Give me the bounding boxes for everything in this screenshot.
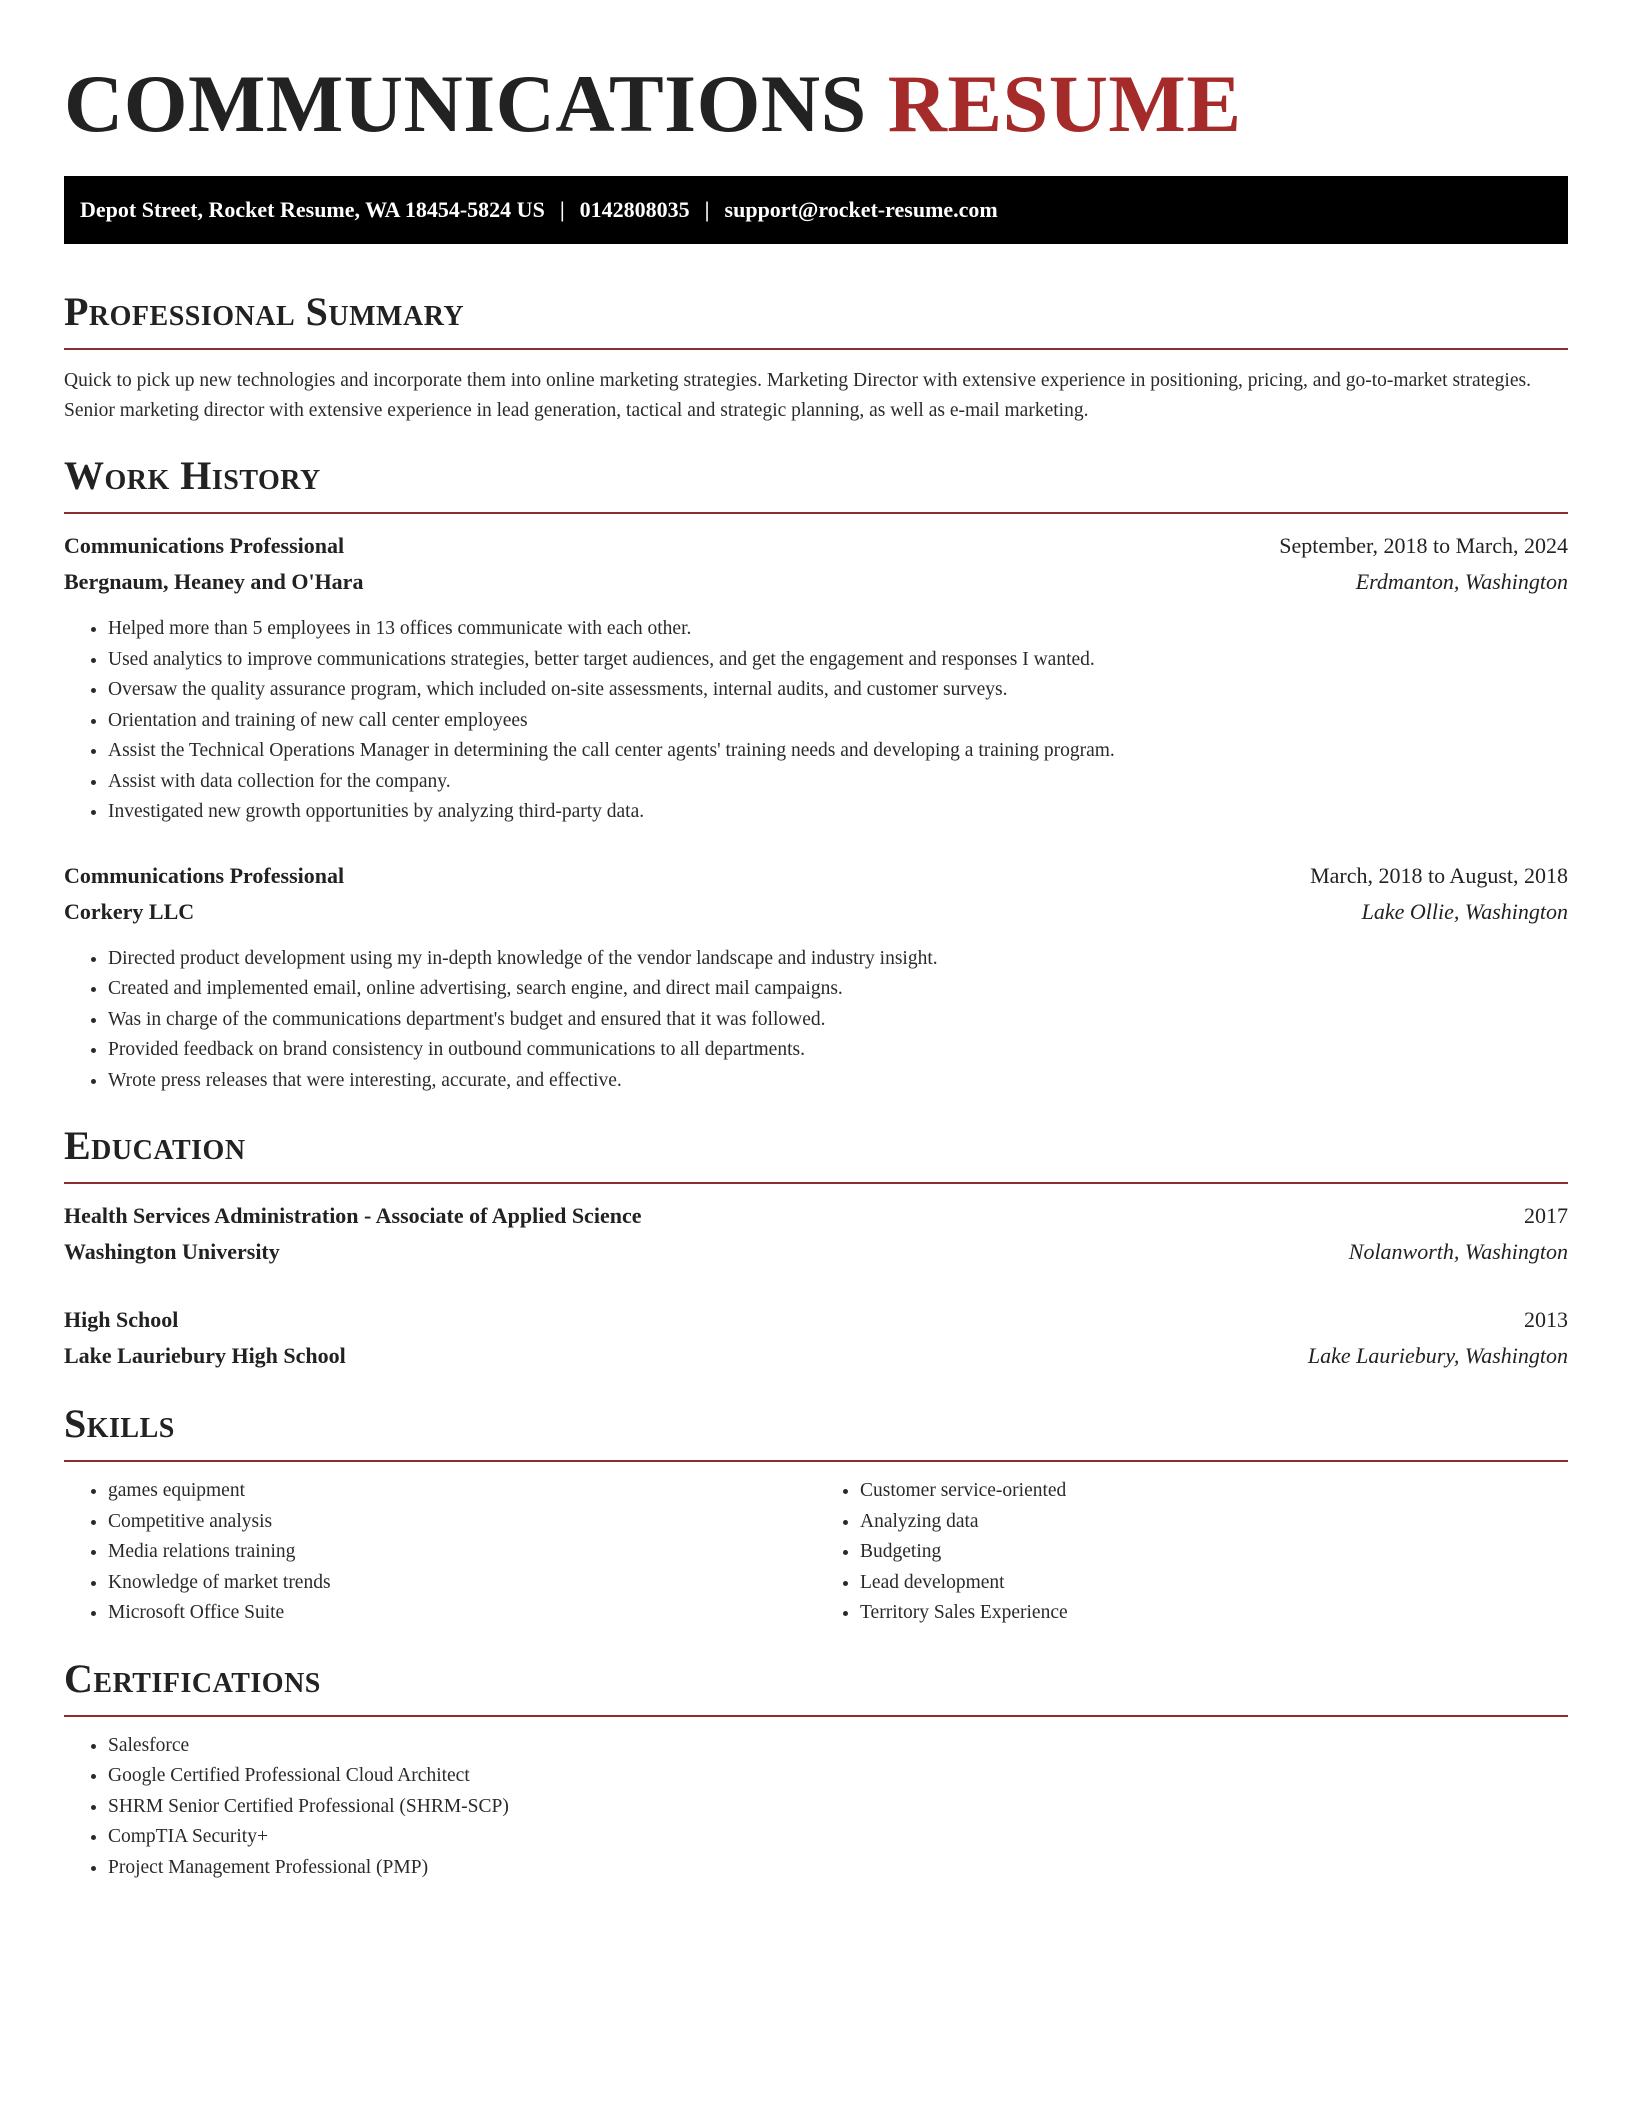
job-title: Communications Professional: [64, 862, 345, 888]
job-dates: March, 2018 to August, 2018: [1310, 862, 1568, 888]
resume-page: [64, 0, 1568, 1883]
job-bullets: [64, 944, 1568, 1097]
education-school-row: [64, 1338, 1568, 1374]
job-entry: [64, 528, 1568, 828]
list-item: • Directed product development using my in-depth knowledge of the vendor landscape and industry insight.: [108, 944, 1568, 975]
list-item: • Assist the Technical Operations Manager in determining the call center agents' training needs and developing a training program.: [108, 736, 1568, 767]
education-section: [64, 1122, 1568, 1374]
certification-item: • SHRM Senior Certified Professional (SHRM-SCP): [108, 1792, 1568, 1823]
summary-text: Quick to pick up new technologies and incorporate them into online marketing strategies. Marketing Director with extensive experience in positioning, pricing, and go-to-market strategies. Senior marketing director with extensive experience in lead generation, tactical and strategic planning, as well as e-mail marketing.: [64, 370, 1531, 421]
education-school: Lake Lauriebury High School: [64, 1343, 346, 1368]
education-school-row: [64, 1234, 1568, 1270]
education-entry: [64, 1302, 1568, 1374]
skill-item: • Lead development: [860, 1568, 1568, 1599]
work-history-heading: Work History: [64, 452, 1568, 514]
certification-item: • CompTIA Security+: [108, 1822, 1568, 1853]
education-degree: Health Services Administration - Associate of Applied Science: [64, 1203, 642, 1228]
list-item: • Created and implemented email, online advertising, search engine, and direct mail campaigns.: [108, 974, 1568, 1005]
skills-grid: [64, 1462, 1568, 1629]
list-item: • Investigated new growth opportunities by analyzing third-party data.: [108, 797, 1568, 828]
education-degree: High School: [64, 1307, 179, 1332]
contact-bar: [64, 176, 1568, 244]
skill-item: • Budgeting: [860, 1537, 1568, 1568]
skill-item: • Territory Sales Experience: [860, 1598, 1568, 1629]
certification-item: • Project Management Professional (PMP): [108, 1853, 1568, 1884]
skill-item: • Knowledge of market trends: [108, 1568, 816, 1599]
job-entry: [64, 858, 1568, 1097]
job-company: Corkery LLC: [64, 898, 195, 924]
job-header-row: [64, 528, 1568, 564]
contact-address: Depot Street, Rocket Resume, WA 18454-5824 US: [80, 197, 545, 222]
job-company-row: [64, 894, 1568, 930]
contact-separator: |: [559, 197, 565, 222]
skills-list-left: [64, 1476, 816, 1629]
certification-item: • Google Certified Professional Cloud Architect: [108, 1761, 1568, 1792]
certifications-list: [64, 1731, 1568, 1884]
skill-item: • Microsoft Office Suite: [108, 1598, 816, 1629]
job-header-row: [64, 858, 1568, 894]
skill-item: • Analyzing data: [860, 1507, 1568, 1538]
education-location: Lake Lauriebury, Washington: [1307, 1343, 1568, 1368]
title-main: COMMUNICATIONS: [64, 58, 867, 149]
skills-heading: Skills: [64, 1400, 1568, 1462]
certification-item: • Salesforce: [108, 1731, 1568, 1762]
skill-item: • Media relations training: [108, 1537, 816, 1568]
skill-item: • games equipment: [108, 1476, 816, 1507]
list-item: • Oversaw the quality assurance program, which included on-site assessments, internal audits, and customer surveys.: [108, 675, 1568, 706]
work-history-section: [64, 452, 1568, 1096]
job-location: Erdmanton, Washington: [1355, 569, 1568, 594]
job-bullets: [64, 614, 1568, 828]
education-entry: [64, 1198, 1568, 1270]
job-company-row: [64, 564, 1568, 600]
skills-list-right: [816, 1476, 1568, 1629]
list-item: • Orientation and training of new call center employees: [108, 706, 1568, 737]
summary-heading: Professional Summary: [64, 288, 1568, 350]
list-item: • Wrote press releases that were interesting, accurate, and effective.: [108, 1066, 1568, 1097]
title-accent: RESUME: [887, 58, 1242, 149]
education-header-row: [64, 1302, 1568, 1338]
skill-item: • Customer service-oriented: [860, 1476, 1568, 1507]
education-year: 2017: [1524, 1203, 1568, 1228]
contact-email: support@rocket-resume.com: [724, 197, 998, 222]
contact-phone: 0142808035: [579, 197, 690, 222]
certifications-heading: Certifications: [64, 1655, 1568, 1717]
education-school: Washington University: [64, 1239, 280, 1264]
education-location: Nolanworth, Washington: [1348, 1239, 1568, 1264]
job-company: Bergnaum, Heaney and O'Hara: [64, 569, 364, 594]
skills-section: [64, 1400, 1568, 1629]
job-location: Lake Ollie, Washington: [1361, 898, 1568, 924]
job-dates: September, 2018 to March, 2024: [1279, 533, 1568, 558]
skill-item: • Competitive analysis: [108, 1507, 816, 1538]
education-year: 2013: [1524, 1307, 1568, 1332]
education-heading: Education: [64, 1122, 1568, 1184]
list-item: • Used analytics to improve communications strategies, better target audiences, and get the engagement and responses I wanted.: [108, 645, 1568, 676]
contact-separator: |: [704, 197, 710, 222]
summary-section: [64, 288, 1568, 426]
list-item: • Was in charge of the communications department's budget and ensured that it was followed.: [108, 1005, 1568, 1036]
job-title: Communications Professional: [64, 533, 345, 558]
certifications-section: [64, 1655, 1568, 1884]
list-item: • Provided feedback on brand consistency in outbound communications to all departments.: [108, 1035, 1568, 1066]
list-item: • Assist with data collection for the company.: [108, 767, 1568, 798]
list-item: • Helped more than 5 employees in 13 offices communicate with each other.: [108, 614, 1568, 645]
resume-title: [64, 0, 1568, 160]
education-header-row: [64, 1198, 1568, 1234]
